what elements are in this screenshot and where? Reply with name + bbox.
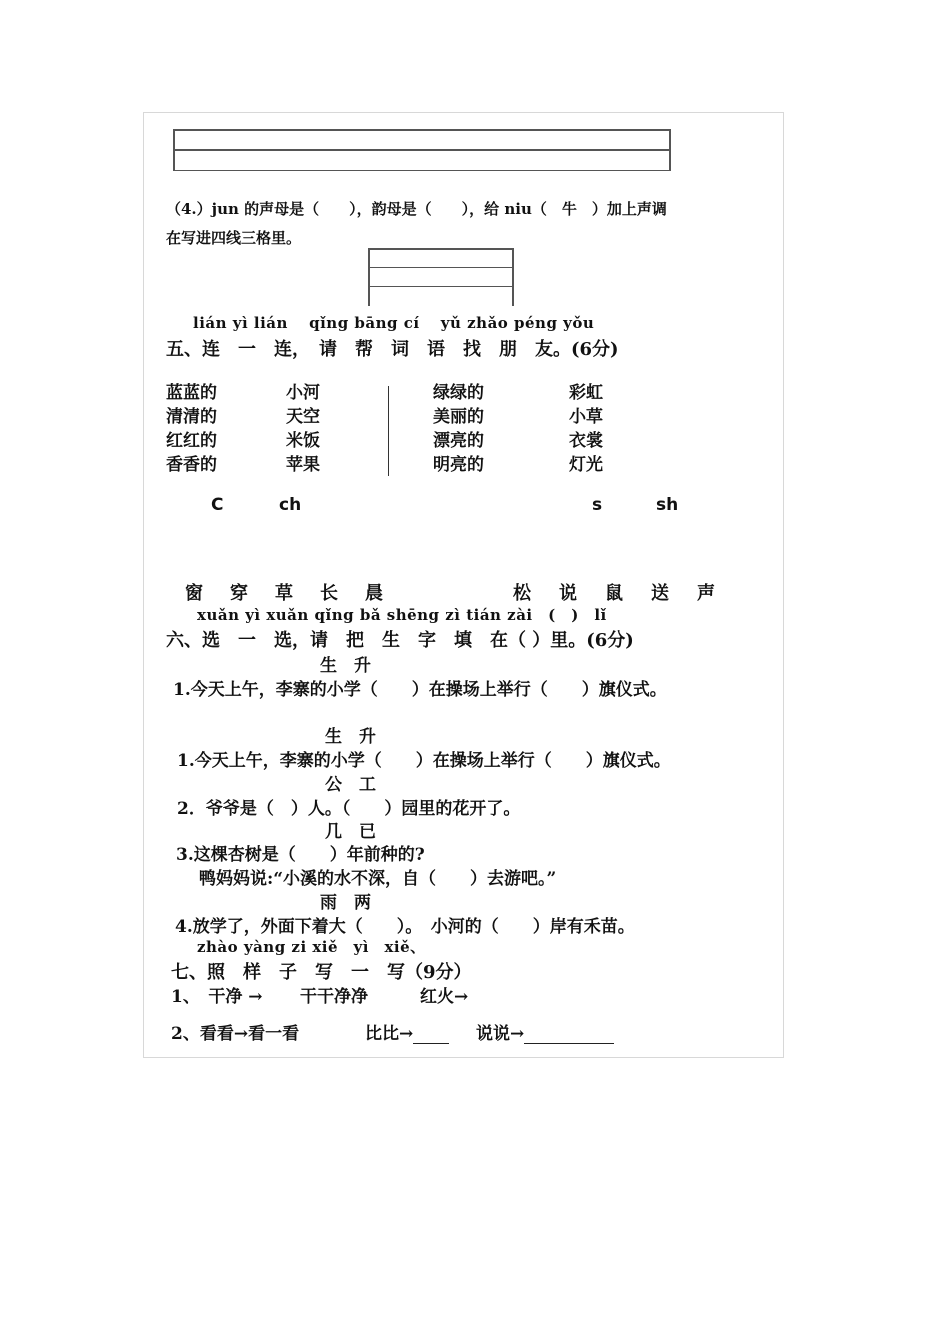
answer-blank[interactable] (413, 1027, 449, 1044)
char-item: 声 (697, 583, 715, 604)
s7-row1-c: 红火→ (420, 987, 469, 1007)
s5-pinyin: lián yì lián qǐng bāng cí yǔ zhǎo péng yǒu (193, 314, 595, 332)
word-item: 香香的 (166, 455, 217, 475)
s5-right-col2 (569, 381, 603, 477)
s6-pinyin: xuǎn yì xuǎn qǐng bǎ shēng zì tián zài ( ) lǐ (197, 606, 607, 624)
chars-left (185, 579, 383, 605)
s6-pair1a: 生 升 (320, 656, 371, 676)
s6-pair1b: 生 升 (325, 727, 376, 747)
char-item: 送 (651, 583, 669, 604)
word-item: 小草 (569, 407, 603, 427)
s6-q3: 3.这棵杏树是（ ）年前种的? (176, 845, 425, 865)
char-item: 穿 (230, 583, 248, 604)
s6-pair2: 公 工 (325, 775, 376, 795)
word-item: 彩虹 (569, 383, 603, 403)
char-item: 鼠 (605, 583, 623, 604)
s5-left-col2 (286, 381, 320, 477)
sound-c: C (211, 495, 224, 515)
word-item: 明亮的 (433, 455, 484, 475)
char-item: 说 (559, 583, 577, 604)
s6-q1a: 1.今天上午，李寨的小学（ ）在操场上举行（ ）旗仪式。 (173, 680, 667, 700)
s7-row2-b: 比比→ (365, 1019, 449, 1044)
word-item: 天空 (286, 407, 320, 427)
s6-q4: 4.放学了，外面下着大（ ）。 小河的（ ）岸有禾苗。 (175, 917, 635, 937)
char-item: 草 (275, 583, 293, 604)
word-item: 蓝蓝的 (166, 383, 217, 403)
s7-row2-a: 2、看看→看一看 (171, 1024, 300, 1044)
q4-line1: （4.）jun 的声母是（ ），韵母是（ ），给 niu（ 牛 ）加上声调 (166, 200, 667, 218)
word-item: 绿绿的 (433, 383, 484, 403)
s6-q1b: 1.今天上午，李寨的小学（ ）在操场上举行（ ）旗仪式。 (177, 751, 671, 771)
word-item: 小河 (286, 383, 320, 403)
word-item: 灯光 (569, 455, 603, 475)
sound-ch: ch (279, 495, 302, 515)
s6-q2: 2．爷爷是（ ）人。（ ）园里的花开了。 (177, 799, 521, 819)
q4-line2: 在写进四线三格里。 (166, 229, 302, 247)
four-line-grid (368, 248, 514, 306)
word-item: 衣裳 (569, 431, 603, 451)
char-item: 长 (320, 583, 338, 604)
char-item: 晨 (365, 583, 383, 604)
s7-row1-b: 干干净净 (300, 987, 368, 1007)
word-item: 苹果 (286, 455, 320, 475)
s6-pair4: 雨 两 (320, 893, 371, 913)
chars-right (513, 579, 715, 605)
writing-box (173, 129, 671, 171)
char-item: 窗 (185, 583, 203, 604)
char-item: 松 (513, 583, 531, 604)
s6-q3b: 鸭妈妈说:“小溪的水不深，自（ ）去游吧。” (199, 869, 557, 889)
answer-blank[interactable] (524, 1027, 614, 1044)
s7-row1-a: 1、 干净 → (171, 987, 263, 1007)
s6-pair3: 几 已 (325, 822, 376, 842)
column-divider (388, 386, 389, 476)
s6-title: 六、选 一 选，请 把 生 字 填 在（ ）里。(6分) (166, 630, 634, 651)
s7-pinyin: zhào yàng zi xiě yì xiě、 (197, 938, 426, 956)
sound-sh: sh (656, 495, 679, 515)
word-item: 清清的 (166, 407, 217, 427)
s7-row2-c: 说说→ (476, 1019, 614, 1044)
word-item: 红红的 (166, 431, 217, 451)
word-item: 美丽的 (433, 407, 484, 427)
s7-title: 七、照 样 子 写 一 写（9分） (171, 962, 472, 983)
s5-title: 五、连 一 连， 请 帮 词 语 找 朋 友。(6分) (166, 339, 619, 360)
s5-left-col1 (166, 381, 217, 477)
word-item: 漂亮的 (433, 431, 484, 451)
word-item: 米饭 (286, 431, 320, 451)
s5-right-col1 (433, 381, 484, 477)
sound-s: s (592, 495, 603, 515)
